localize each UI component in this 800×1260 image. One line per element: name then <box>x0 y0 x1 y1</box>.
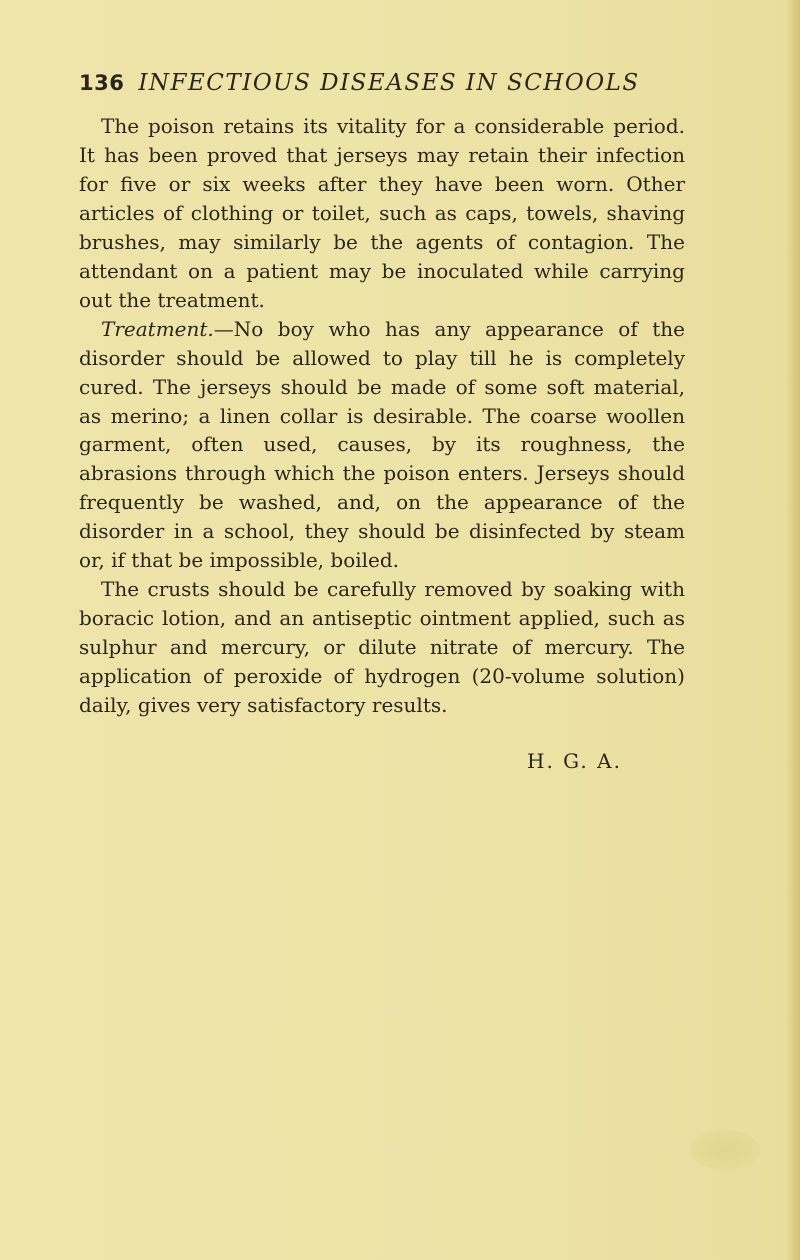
paragraph-1: The poison retains its vitality for a considerable period. It has been proved that jerseys may retain their infection for five or six weeks after they have been worn. Other articles of clothing or toilet, such as caps, towels, shaving brushes, may similarly be the agents of contagion. The attendant on a patient may be inoculated while carrying out the treatment. <box>79 114 685 312</box>
treatment-heading: Treatment. <box>101 316 214 341</box>
running-title: INFECTIOUS DISEASES IN SCHOOLS <box>138 70 640 96</box>
paragraph-2-body: —No boy who has any appearance of the disorder should be allowed to play till he is completely cured. The jerseys should be made of some soft material, as merino; a linen collar is desirable. The coarse woollen garment, often used, causes, by its roughness, the abrasions through which the poison enters. Jerseys should frequently be washed, and, on the appearance of the disorder in a school, they should be disinfected by steam or, if that be impossible, boiled. <box>79 316 685 573</box>
paragraph-3: The crusts should be carefully removed by soaking with boracic lotion, and an antiseptic ointment applied, such as sulphur and mercury, or dilute nitrate of mercury. The application of peroxide of hydrogen (20-volume solution) daily, gives very satisfactory results. <box>79 577 685 718</box>
paragraph-2 <box>79 315 685 576</box>
paper-stain <box>690 1130 760 1170</box>
page-header <box>79 70 639 106</box>
author-initials: H. G. A. <box>527 749 622 773</box>
page-edge-shadow <box>786 0 800 1260</box>
page-number: 136 <box>79 71 125 95</box>
body-text <box>79 112 685 720</box>
